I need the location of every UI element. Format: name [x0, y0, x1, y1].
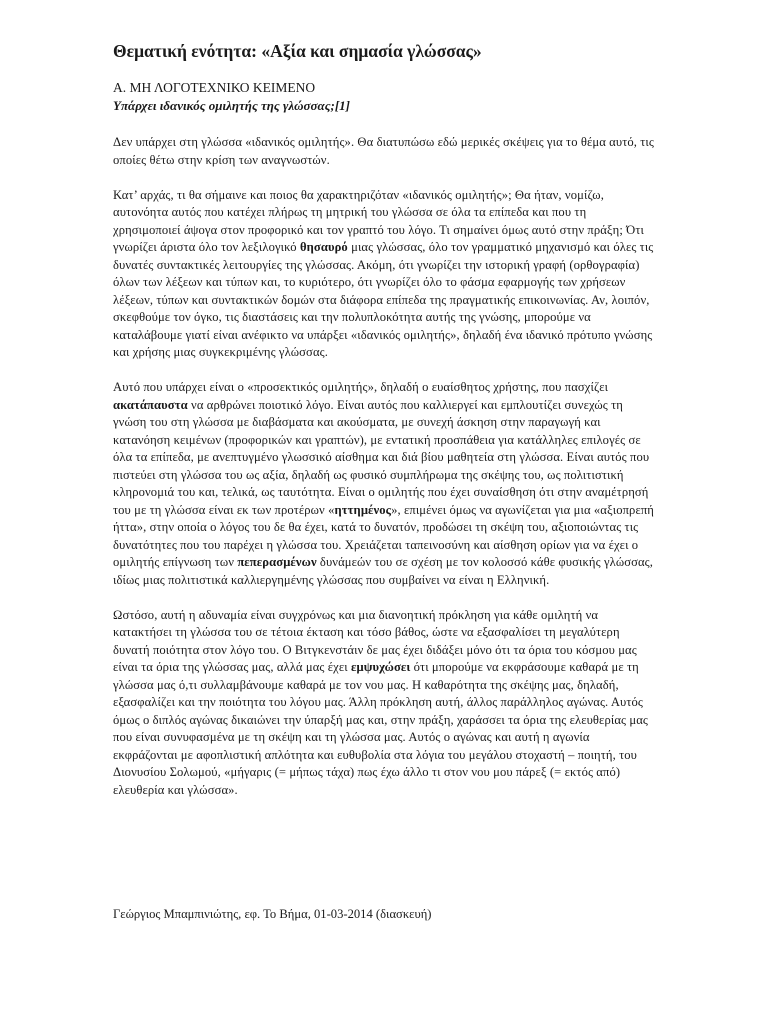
bold-term-peperasmenon: πεπερασμένων: [237, 555, 317, 569]
paragraph-4: [113, 607, 657, 800]
paragraph-3-text-c: να αρθρώνει ποιοτικό λόγο. Είναι αυτός που καλλιεργεί και εμπλουτίζει συνεχώς τη γνώση του στη γλώσσα με διαβάσματα και ακούσματα, με συνεχή άσκηση στην παραγωγή και κατανόηση κειμένων (προφορικών και γραπτών), με εντατική προσπάθεια για κατάλληλες επιλογές σε όλα τα επίπεδα, με ανεπτυγμένο γλωσσικό αίσθημα και διά βίου μαθητεία στη γλώσσα. Είναι αυτός που πιστεύει στη γλώσσα του ως αξία, δηλαδή ως φυσικό συμπλήρωμα της σκέψης του, ως πολιτιστική κληρονομιά του και, τελικά, ως ταυτότητα. Είναι ο ομιλητής που έχει συναίσθηση ότι στην αναμέτρησή του με τη γλώσσα είναι εκ των προτέρων «: [113, 397, 650, 517]
paragraph-2-text-c: μιας γλώσσας, όλο τον γραμματικό μηχανισμό και όλες τις δυνατές συντακτικές λειτουργίες της γλώσσας. Ακόμη, ότι γνωρίζει την ιστορική γραφή (ορθογραφία) όλων των λέξεων και τύπων και, το κυριότερο, ότι γνωρίζει όλο το φάσμα εφαρμογής των χρήσεων λέξεων, τύπων και συντακτικών δομών στα διάφορα επίπεδα της πραγματικής επικοινωνίας. Αν, λοιπόν, σκεφθούμε τον όγκο, τις διαστάσεις και την πολυπλοκότητα αυτής της γνώσης, μπορούμε να καταλάβουμε γιατί είναι ανέφικτο να υπάρξει «ιδανικός ομιλητής», δηλαδή ένα ιδανικό πρότυπο γνώσης και χρήσης μιας συγκεκριμένης γλώσσας.: [113, 240, 654, 359]
article-subtitle: Υπάρχει ιδανικός ομιλητής της γλώσσας;[1]: [113, 98, 351, 113]
article-source: Γεώργιος Μπαμπινιώτης, εφ. Το Βήμα, 01-03-2014 (διασκευή): [113, 907, 432, 921]
paragraph-3-text-e: δυνάμεών του σε σχέση με τον κολοσσό κάθε φυσικής γλώσσας, ιδίως μιας πολιτιστικά καλλιεργημένης γλώσσας που συμβαίνει να είναι η Ελληνική.: [113, 555, 654, 587]
paragraph-3-text-a: Αυτό που υπάρχει είναι ο «προσεκτικός ομιλητής», δηλαδή ο ευαίσθητος χρήστης, που πασχίζει: [113, 380, 609, 394]
paragraph-2-text-a: Κατ’ αρχάς, τι θα σήμαινε και ποιος θα χαρακτηριζόταν «ιδανικός ομιλητής»; Θα ήταν, νομίζω, αυτονόητα αυτός που κατέχει πλήρως τη μητρική του γλώσσα σε όλα τα επίπεδα και που τη χρησιμοποιεί άψογα στον προφορικό και τον γραπτό του λόγο. Τι σημαίνει όμως αυτό στην πράξη; Ότι γνωρίζει άριστα όλο τον λεξιλογικό: [113, 187, 645, 254]
paragraph-1: Δεν υπάρχει στη γλώσσα «ιδανικός ομιλητής». Θα διατυπώσω εδώ μερικές σκέψεις για το θέμα αυτό, τις οποίες θέτω στην κρίση των αναγνωστών.: [113, 135, 654, 167]
bold-term-empsychosei: εμψυχώσει: [350, 660, 411, 674]
paragraph-2: [113, 187, 657, 362]
bold-term-thesauro: θησαυρό: [299, 240, 348, 254]
paragraph-3-text-d: », επιμένει όμως να αγωνίζεται για μια «αξιοπρεπή ήττα», στην οποία ο λόγος του δε θα έχει, κατά το δυνατόν, προδώσει τη σκέψη του, αξιοποιώντας τις δυνατότητες που του παρέχει η γλώσσα του. Χρειάζεται ταπεινοσύνη και αίσθηση ορίων για να έχει ο ομιλητής επίγνωση των: [113, 502, 654, 569]
article-body: [113, 134, 657, 817]
paragraph-3: [113, 379, 657, 589]
bold-term-ittimenos: ηττημένος: [334, 502, 392, 517]
document-title: Θεματική ενότητα: «Αξία και σημασία γλώσσας»: [113, 41, 482, 61]
paragraph-4-text-a: Ωστόσο, αυτή η αδυναμία είναι συγχρόνως και μια διανοητική πρόκληση για κάθε ομιλητή να κατακτήσει τη γλώσσα του σε τέτοια έκταση και τόσο βάθος, ώστε να εξασφαλίσει τη μεγαλύτερη δυνατή ποιότητα στον λόγο του. Ο Βιτγκενστάιν δε μας έχει διδάξει μόνο ότι τα όρια του κόσμου μας είναι τα όρια της γλώσσας μας, αλλά μας έχει: [113, 607, 637, 674]
section-heading: Α. ΜΗ ΛΟΓΟΤΕΧΝΙΚΟ ΚΕΙΜΕΝΟ: [113, 80, 316, 95]
paragraph-4-text-c: ότι μπορούμε να εκφράσουμε καθαρά με τη γλώσσα μας ό,τι συλλαμβάνουμε καθαρά με τον νου μας. Η καθαρότητα της σκέψης μας, δηλαδή, εξασφαλίζει και την ποιότητα του λόγου μας. Άλλη πρόκληση αυτή, άλλος παράλληλος αγώνας. Αυτός όμως ο διπλός αγώνας δικαιώνει την ύπαρξή μας και, στην πράξη, χαράσσει τα όρια της ελευθερίας μας που είναι συνυφασμένα με τη σκέψη και τη γλώσσα μας. Αυτός ο αγώνας και αυτή η αγωνία εκφράζονται με αφοπλιστική απλότητα και ευθυβολία στα λόγια του μεγάλου στοχαστή – ποιητή, του Διονυσίου Σολωμού, «μήγαρις (= μήπως τάχα) πως έχω άλλο τι στον νου μου πάρεξ (= εκτός από) ελευθερία και γλώσσα».: [113, 660, 648, 797]
bold-term-akatapausta: ακατάπαυστα: [113, 397, 188, 412]
